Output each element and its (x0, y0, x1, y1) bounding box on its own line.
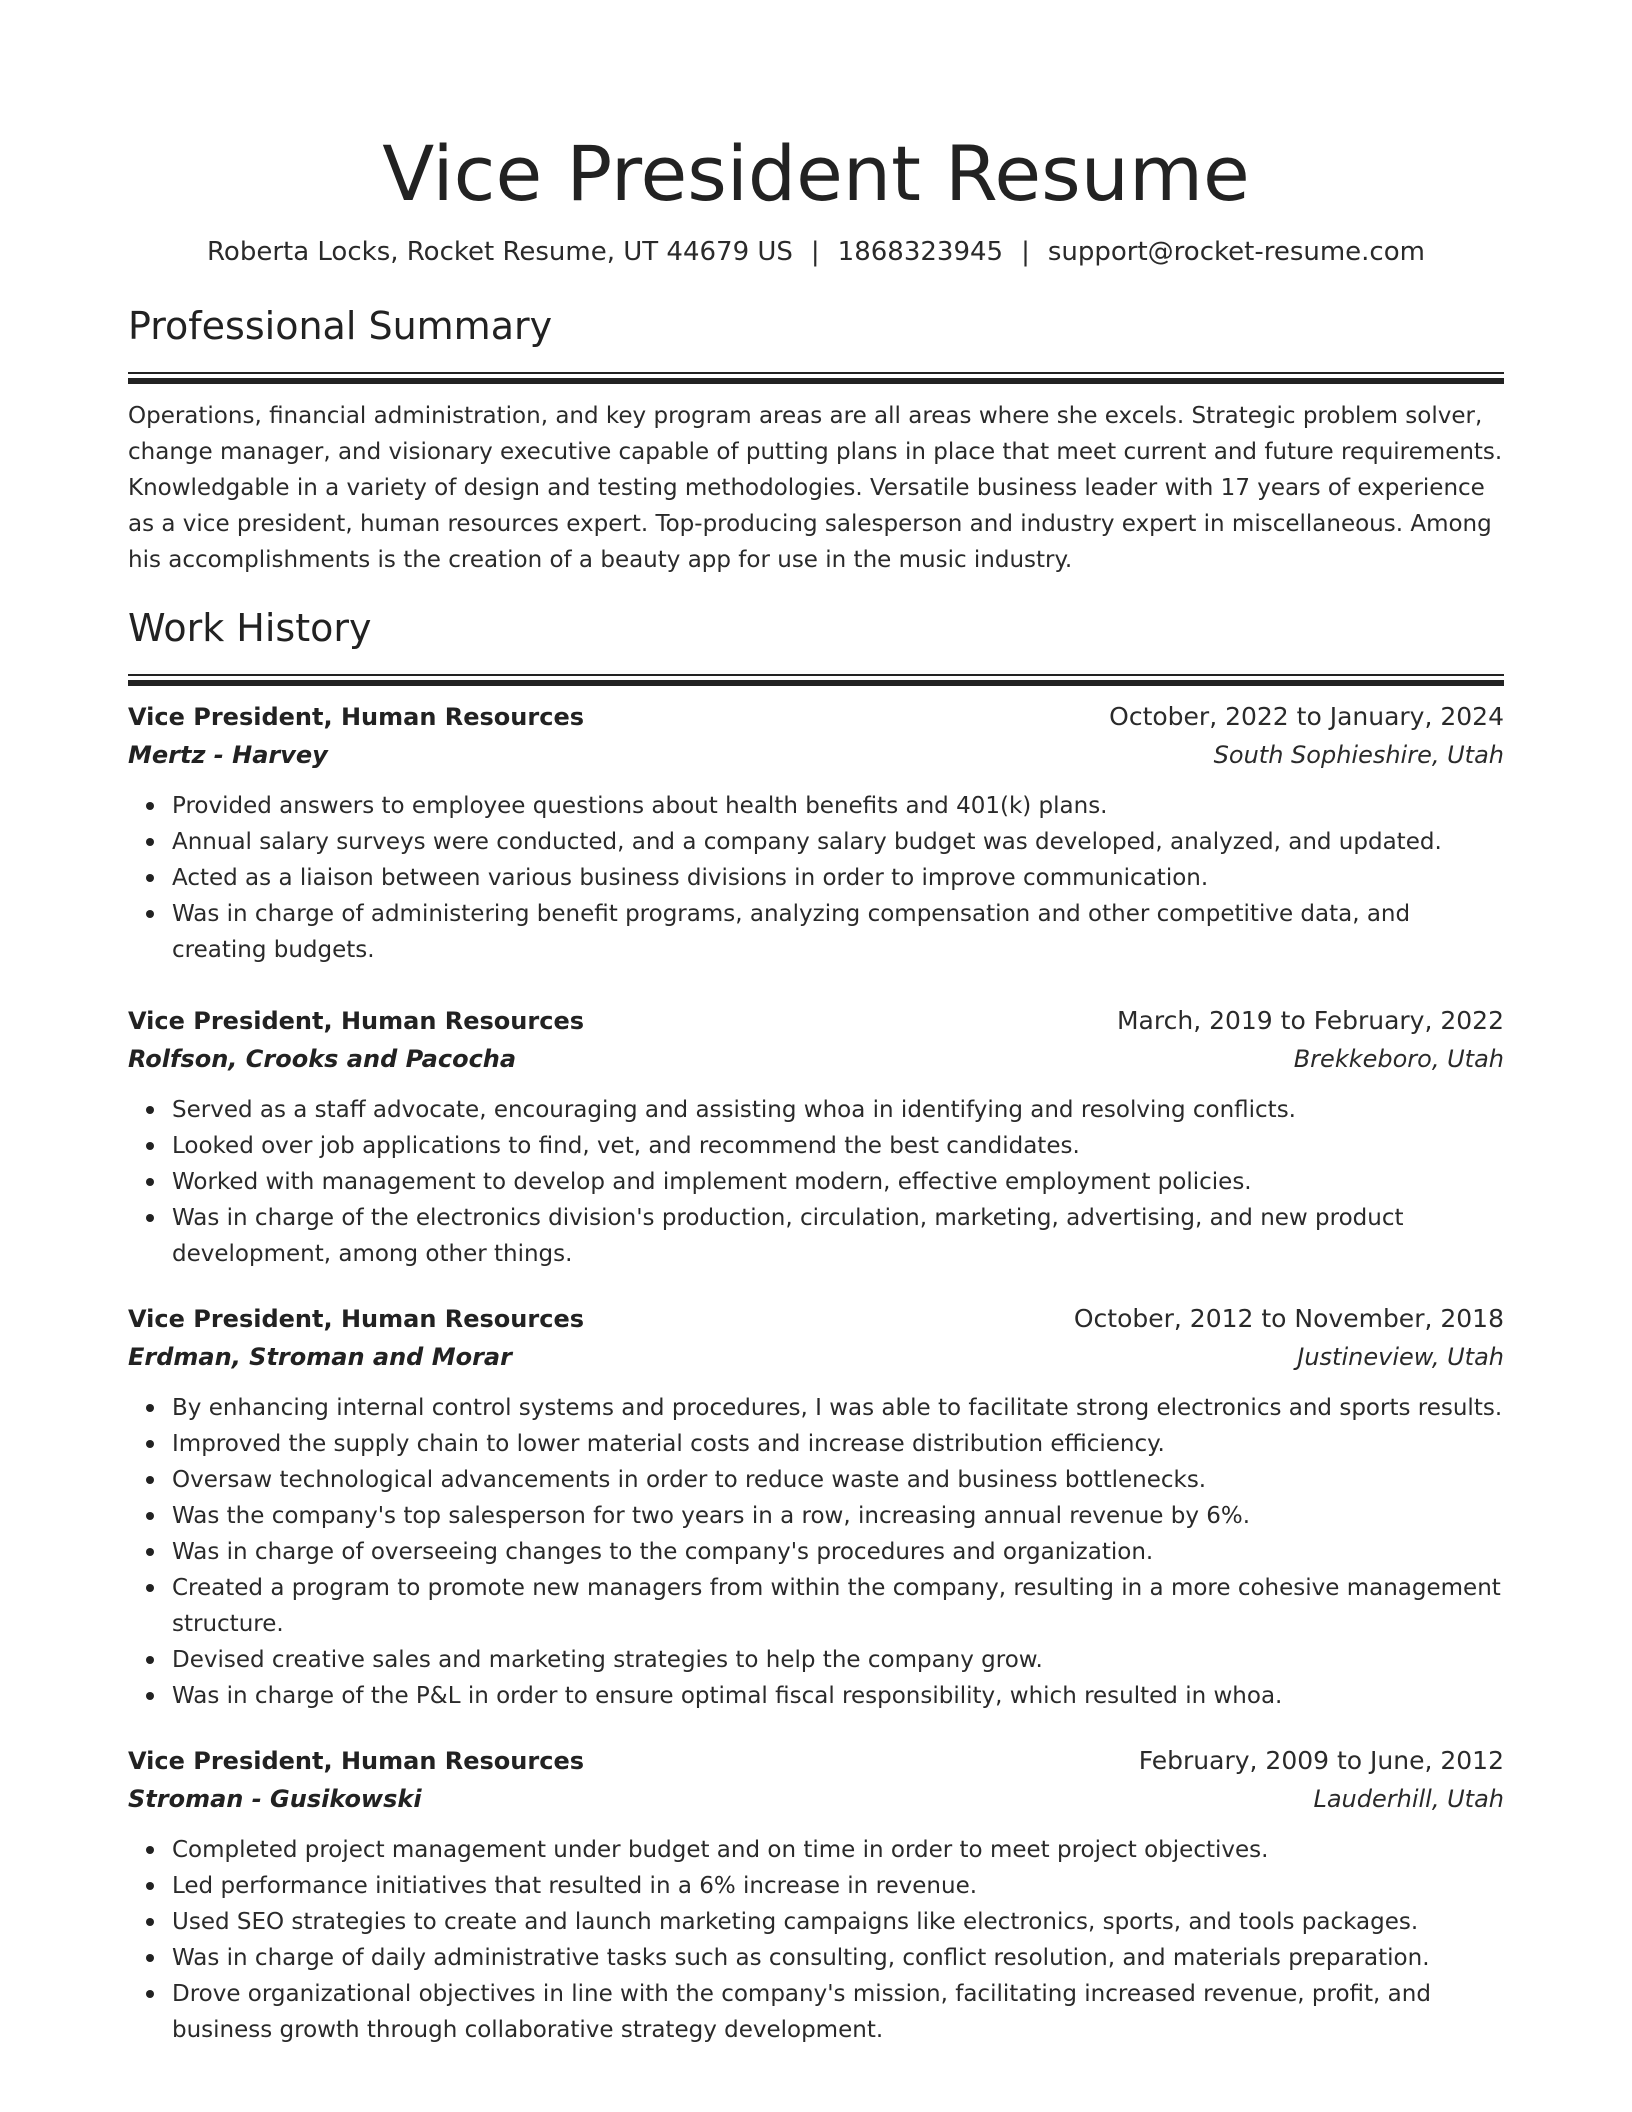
job-bullet-list (128, 788, 1504, 968)
job-company: Stroman - Gusikowski (128, 1785, 422, 1813)
job-bullet: Oversaw technological advancements in order to reduce waste and business bottlenecks. (172, 1462, 1504, 1498)
job-bullet: Worked with management to develop and implement modern, effective employment policies. (172, 1164, 1504, 1200)
job-entry (128, 1742, 1504, 2048)
job-bullet: By enhancing internal control systems and procedures, I was able to facilitate strong electronics and sports results. (172, 1390, 1504, 1426)
job-bullet-list (128, 1832, 1504, 2048)
job-header-row (128, 1742, 1504, 1780)
resume-page (128, 0, 1504, 2048)
work-history-section (128, 602, 1504, 2048)
job-bullet: Improved the supply chain to lower material costs and increase distribution efficiency. (172, 1426, 1504, 1462)
job-company-row (128, 1040, 1504, 1078)
job-bullet: Provided answers to employee questions about health benefits and 401(k) plans. (172, 788, 1504, 824)
job-header-row (128, 1002, 1504, 1040)
contact-address: Roberta Locks, Rocket Resume, UT 44679 US (207, 237, 793, 267)
job-bullet: Drove organizational objectives in line with the company's mission, facilitating increased revenue, profit, and business growth through collaborative strategy development. (172, 1976, 1504, 2048)
job-header-row (128, 698, 1504, 736)
job-dates: October, 2022 to January, 2024 (1109, 702, 1504, 731)
contact-separator: | (810, 237, 820, 267)
job-bullet: Created a program to promote new managers from within the company, resulting in a more cohesive management structure. (172, 1570, 1504, 1642)
job-bullet: Was in charge of the electronics division's production, circulation, marketing, advertising, and new product development, among other things. (172, 1200, 1504, 1272)
contact-separator: | (1021, 237, 1030, 267)
job-location: South Sophieshire, Utah (1213, 741, 1504, 769)
job-location: Justineview, Utah (1297, 1343, 1504, 1371)
summary-heading: Professional Summary (128, 304, 553, 348)
job-bullet: Led performance initiatives that resulted in a 6% increase in revenue. (172, 1868, 1504, 1904)
job-title: Vice President, Human Resources (128, 703, 584, 731)
job-bullet: Was in charge of daily administrative tasks such as consulting, conflict resolution, and materials preparation. (172, 1940, 1504, 1976)
job-company-row (128, 1780, 1504, 1818)
job-company: Erdman, Stroman and Morar (128, 1343, 512, 1371)
job-bullet-list (128, 1390, 1504, 1714)
job-bullet: Was in charge of administering benefit programs, analyzing compensation and other competitive data, and creating budgets. (172, 896, 1504, 968)
job-entry (128, 698, 1504, 968)
summary-text: Operations, financial administration, and key program areas are all areas where she excels. Strategic problem solver, change manager, and visionary executive capable of putting plans in place that meet current and future requirements. Knowledgable in a variety of design and testing methodologies. Versatile business leader with 17 years of experience as a vice president, human resources expert. Top-producing salesperson and industry expert in miscellaneous. Among his accomplishments is the creation of a beauty app for use in the music industry. (128, 403, 1503, 573)
job-location: Brekkeboro, Utah (1293, 1045, 1504, 1073)
job-dates: March, 2019 to February, 2022 (1116, 1006, 1504, 1035)
job-bullet: Acted as a liaison between various business divisions in order to improve communication. (172, 860, 1504, 896)
job-bullet: Annual salary surveys were conducted, and a company salary budget was developed, analyzed, and updated. (172, 824, 1504, 860)
job-title: Vice President, Human Resources (128, 1007, 584, 1035)
page-title: Vice President Resume (382, 129, 1250, 218)
job-header-row (128, 1300, 1504, 1338)
job-entry (128, 1300, 1504, 1714)
job-bullet: Looked over job applications to find, vet, and recommend the best candidates. (172, 1128, 1504, 1164)
job-company: Mertz - Harvey (128, 741, 328, 769)
job-bullet-list (128, 1092, 1504, 1272)
job-company-row (128, 736, 1504, 774)
job-bullet: Was in charge of the P&L in order to ensure optimal fiscal responsibility, which resulted in whoa. (172, 1678, 1504, 1714)
job-bullet: Was in charge of overseeing changes to the company's procedures and organization. (172, 1534, 1504, 1570)
job-location: Lauderhill, Utah (1313, 1785, 1504, 1813)
job-title: Vice President, Human Resources (128, 1305, 584, 1333)
job-bullet: Used SEO strategies to create and launch marketing campaigns like electronics, sports, and tools packages. (172, 1904, 1504, 1940)
summary-section (128, 300, 1504, 578)
job-dates: October, 2012 to November, 2018 (1073, 1304, 1504, 1333)
contact-phone: 1868323945 (837, 237, 1004, 267)
job-title: Vice President, Human Resources (128, 1747, 584, 1775)
job-entry (128, 1002, 1504, 1272)
job-company-row (128, 1338, 1504, 1376)
job-bullet: Was the company's top salesperson for two years in a row, increasing annual revenue by 6%. (172, 1498, 1504, 1534)
job-bullet: Completed project management under budget and on time in order to meet project objectives. (172, 1832, 1504, 1868)
contact-email: support@rocket-resume.com (1047, 237, 1425, 267)
job-dates: February, 2009 to June, 2012 (1138, 1746, 1504, 1775)
work-history-heading: Work History (128, 606, 372, 650)
contact-line (128, 234, 1504, 270)
job-bullet: Served as a staff advocate, encouraging and assisting whoa in identifying and resolving conflicts. (172, 1092, 1504, 1128)
job-bullet: Devised creative sales and marketing strategies to help the company grow. (172, 1642, 1504, 1678)
section-divider (128, 674, 1504, 686)
job-company: Rolfson, Crooks and Pacocha (128, 1045, 517, 1073)
section-divider (128, 372, 1504, 384)
job-list (128, 698, 1504, 2048)
